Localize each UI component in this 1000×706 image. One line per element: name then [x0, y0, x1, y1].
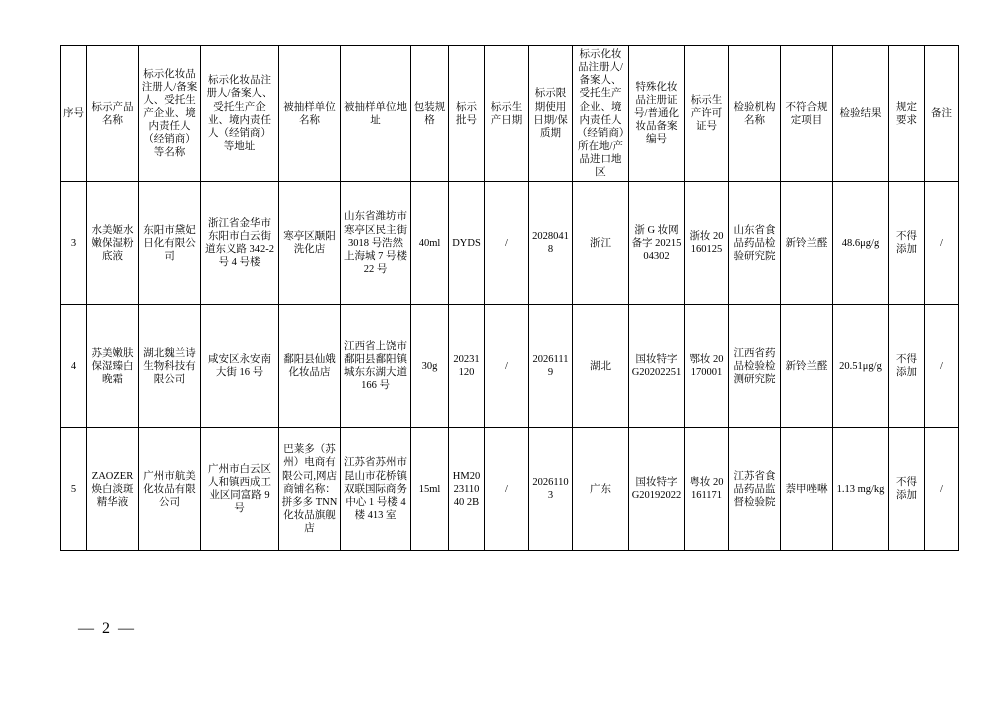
column-header-package-spec: 包装规格: [411, 46, 449, 182]
cell-expiry-date: 20280418: [529, 182, 573, 305]
cell-registration-number: 国妆特字 G20202251: [629, 305, 685, 428]
column-header-requirement: 规定要求: [889, 46, 925, 182]
column-header-remark: 备注: [925, 46, 959, 182]
cell-inspection-agency: 江西省药品检验检测研究院: [729, 305, 781, 428]
cell-registrant-name: 东阳市黛妃日化有限公司: [139, 182, 201, 305]
cell-production-license: 浙妆 20160125: [685, 182, 729, 305]
column-header-index: 序号: [61, 46, 87, 182]
cell-region: 浙江: [573, 182, 629, 305]
page-number: — 2 —: [78, 620, 136, 637]
table-header-row: [61, 46, 959, 182]
cell-requirement: 不得添加: [889, 305, 925, 428]
table-row: [61, 305, 959, 428]
cell-sampled-unit-address: 江苏省苏州市昆山市花桥镇双联国际商务中心 1 号楼 4 楼 413 室: [341, 428, 411, 551]
cell-expiry-date: 20261119: [529, 305, 573, 428]
column-header-sampled-unit-name: 被抽样单位名称: [279, 46, 341, 182]
column-header-production-date: 标示生产日期: [485, 46, 529, 182]
cell-index: 5: [61, 428, 87, 551]
cell-nonconforming-item: 新铃兰醛: [781, 305, 833, 428]
cell-production-date: /: [485, 428, 529, 551]
cell-package-spec: 15ml: [411, 428, 449, 551]
cell-registrant-address: 广州市白云区人和镇西成工业区同富路 9 号: [201, 428, 279, 551]
cell-index: 3: [61, 182, 87, 305]
cell-sampled-unit-address: 江西省上饶市鄱阳县鄱阳镇城东东湖大道 166 号: [341, 305, 411, 428]
cell-registrant-address: 浙江省金华市东阳市白云街道东义路 342-2 号 4 号楼: [201, 182, 279, 305]
column-header-sampled-unit-address: 被抽样单位地址: [341, 46, 411, 182]
cell-nonconforming-item: 萘甲唑啉: [781, 428, 833, 551]
cell-production-date: /: [485, 305, 529, 428]
cell-inspection-agency: 山东省食品药品检验研究院: [729, 182, 781, 305]
cell-registrant-name: 湖北魏兰诗生物科技有限公司: [139, 305, 201, 428]
cell-remark: /: [925, 182, 959, 305]
column-header-registrant-name: 标示化妆品注册人/备案人、受托生产企业、境内责任人（经销商）等名称: [139, 46, 201, 182]
cell-remark: /: [925, 428, 959, 551]
cell-production-date: /: [485, 182, 529, 305]
cell-batch-number: DYDS: [449, 182, 485, 305]
cell-requirement: 不得添加: [889, 428, 925, 551]
cell-production-license: 粤妆 20161171: [685, 428, 729, 551]
cell-sampled-unit-name: 寒亭区颙阳洗化店: [279, 182, 341, 305]
column-header-production-license: 标示生产许可证号: [685, 46, 729, 182]
cell-requirement: 不得添加: [889, 182, 925, 305]
cell-registration-number: 国妆特字 G20192022: [629, 428, 685, 551]
column-header-registrant-address: 标示化妆品注册人/备案人、受托生产企业、境内责任人（经销商）等地址: [201, 46, 279, 182]
cell-package-spec: 40ml: [411, 182, 449, 305]
column-header-region: 标示化妆品注册人/备案人、受托生产企业、境内责任人（经销商）所在地/产品进口地区: [573, 46, 629, 182]
column-header-nonconforming-item: 不符合规定项目: [781, 46, 833, 182]
cell-inspection-agency: 江苏省食品药品监督检验院: [729, 428, 781, 551]
cell-registrant-address: 咸安区永安南大街 16 号: [201, 305, 279, 428]
column-header-registration-number: 特殊化妆品注册证号/普通化妆品备案编号: [629, 46, 685, 182]
cell-registration-number: 浙 G 妆网备字 2021504302: [629, 182, 685, 305]
cell-region: 湖北: [573, 305, 629, 428]
cell-batch-number: 20231120: [449, 305, 485, 428]
cell-product-name: 水美姬水嫩保湿粉底液: [87, 182, 139, 305]
cell-product-name: ZAOZER焕白淡斑精华液: [87, 428, 139, 551]
column-header-product-name: 标示产品名称: [87, 46, 139, 182]
table-row: [61, 428, 959, 551]
cell-index: 4: [61, 305, 87, 428]
cell-remark: /: [925, 305, 959, 428]
table-row: [61, 182, 959, 305]
cell-registrant-name: 广州市航美化妆品有限公司: [139, 428, 201, 551]
cell-expiry-date: 20261103: [529, 428, 573, 551]
sampling-inspection-table: [60, 45, 959, 551]
cell-inspection-result: 20.51μg/g: [833, 305, 889, 428]
cell-nonconforming-item: 新铃兰醛: [781, 182, 833, 305]
cell-package-spec: 30g: [411, 305, 449, 428]
cell-sampled-unit-name: 鄱阳县仙娥化妆品店: [279, 305, 341, 428]
cell-product-name: 苏美嫩肤保湿臻白晚霜: [87, 305, 139, 428]
column-header-batch-number: 标示批号: [449, 46, 485, 182]
cell-inspection-result: 1.13 mg/kg: [833, 428, 889, 551]
cell-batch-number: HM202311040 2B: [449, 428, 485, 551]
column-header-expiry-date: 标示限期使用日期/保质期: [529, 46, 573, 182]
cell-sampled-unit-name: 巴莱多（苏州）电商有限公司,网店商铺名称：拼多多 TNN 化妆品旗舰店: [279, 428, 341, 551]
cell-region: 广东: [573, 428, 629, 551]
cell-sampled-unit-address: 山东省潍坊市寒亭区民主街 3018 号浩然上海城 7 号楼 22 号: [341, 182, 411, 305]
column-header-inspection-result: 检验结果: [833, 46, 889, 182]
cell-production-license: 鄂妆 20170001: [685, 305, 729, 428]
cell-inspection-result: 48.6μg/g: [833, 182, 889, 305]
column-header-inspection-agency: 检验机构名称: [729, 46, 781, 182]
